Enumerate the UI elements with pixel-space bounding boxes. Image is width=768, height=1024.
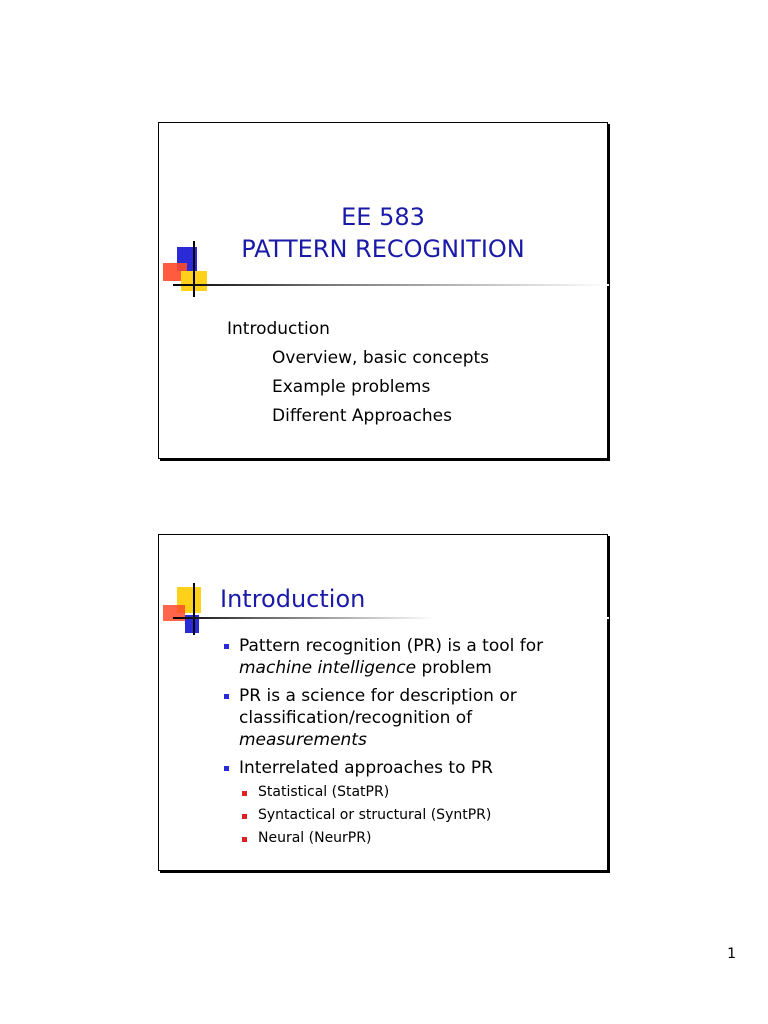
- outline-item: Example problems: [272, 377, 431, 397]
- outline-item: Different Approaches: [272, 406, 452, 426]
- slide-2: [158, 534, 608, 871]
- slide-2-bullets: [222, 635, 602, 856]
- emphasis-text: machine intelligence: [239, 658, 417, 678]
- course-title: PATTERN RECOGNITION: [241, 235, 525, 263]
- slide-1-outline: [227, 315, 489, 431]
- sub-bullet-list: [239, 781, 602, 850]
- bullet-item: Pattern recognition (PR) is a tool for machine intelligence problem: [222, 635, 602, 679]
- bullet-item: PR is a science for description or classification/recognition of measurements: [222, 685, 602, 751]
- course-code: EE 583: [341, 203, 425, 231]
- sub-bullet-item: Neural (NeurPR): [239, 827, 602, 850]
- slide-1-title: [159, 201, 607, 265]
- page-number: 1: [727, 946, 736, 962]
- outline-heading: Introduction: [227, 319, 330, 339]
- outline-item: Overview, basic concepts: [272, 348, 490, 368]
- bullet-item: Interrelated approaches to PR Statistical (StatPR) Syntactical or structural (SyntPR) Neural (NeurPR): [222, 757, 602, 850]
- sub-bullet-item: Statistical (StatPR): [239, 781, 602, 804]
- sub-bullet-item: Syntactical or structural (SyntPR): [239, 804, 602, 827]
- emphasis-text: measurements: [239, 730, 367, 750]
- slide-1: [158, 122, 608, 459]
- slide-2-title: Introduction: [220, 585, 366, 613]
